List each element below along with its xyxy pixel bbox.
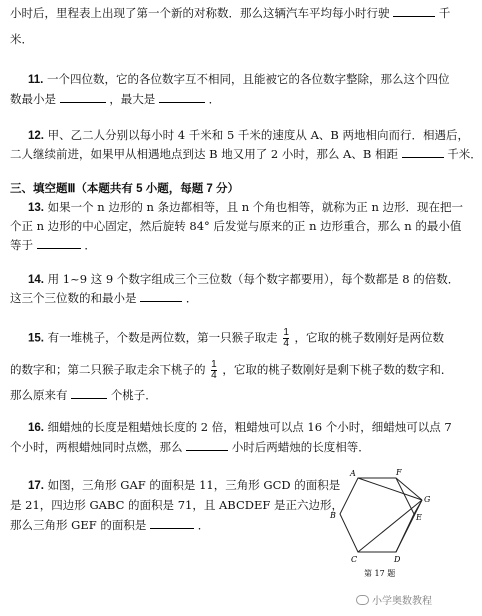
p12-line2: 二人继续前进，如果甲从相遇地点到达 B 地又用了 2 小时，那么 A、B 相距 千米． xyxy=(10,147,482,161)
segment-cg xyxy=(358,500,422,552)
fraction-one-quarter: $\frac{1}{4}$ xyxy=(211,359,217,381)
label-g: G xyxy=(424,495,431,504)
figure-caption: 第 17 题 xyxy=(364,569,396,578)
segment-fg xyxy=(396,478,422,500)
label-f: F xyxy=(396,468,402,477)
answer-blank[interactable] xyxy=(71,388,107,399)
answer-blank-max[interactable] xyxy=(159,92,205,103)
answer-blank[interactable] xyxy=(150,518,194,529)
p12-line1: 12. 甲、乙二人分别以每小时 4 千米和 5 千米的速度从 A、B 两地相向而行．相遇后， xyxy=(28,128,469,142)
answer-blank[interactable] xyxy=(140,291,182,302)
watermark: 小学奥数教程 xyxy=(356,592,432,607)
answer-blank[interactable] xyxy=(402,147,444,158)
p17-line2: 是 21，四边形 GABC 的面积是 71，且 ABCDEF 是正六边形， xyxy=(10,498,344,512)
segment-eg xyxy=(414,500,422,514)
p17-line3: 那么三角形 GEF 的面积是 ． xyxy=(10,518,210,532)
p15-line3: 那么原来有 个桃子． xyxy=(10,388,157,402)
section-title: 三、填空题Ⅲ（本题共有 5 小题，每题 7 分） xyxy=(10,183,239,195)
p10-line2: 米． xyxy=(10,32,33,46)
answer-blank[interactable] xyxy=(393,6,435,17)
label-b: B xyxy=(330,511,336,520)
p13-line1: 13. 如果一个 n 边形的 n 条边都相等，且 n 个角也相等，就称为正 n 边形．现在把一 xyxy=(28,200,464,214)
p16-line2: 个小时，两根蜡烛同时点燃，那么 小时后两蜡烛的长度相等． xyxy=(10,440,370,454)
p14-line2: 这三个三位数的和最小是 ． xyxy=(10,291,198,305)
p15-line2: 的数字和；第二只猴子取走余下桃子的 $\frac{1}{4}$ ，它取的桃子数刚好是剩下桃子数的数字和． xyxy=(10,359,453,381)
p11-line1: 11. 一个四位数，它的各位数字互不相同，且能被它的各位数字整除，那么这个四位 xyxy=(28,72,450,86)
label-c: C xyxy=(351,555,358,564)
fraction-one-quarter: $\frac{1}{4}$ xyxy=(283,327,289,349)
p11-line2: 数最小是 ，最大是 ． xyxy=(10,92,221,106)
segment-ag xyxy=(358,478,422,500)
answer-blank[interactable] xyxy=(186,440,228,451)
p10-line1: 小时后，里程表上出现了第一个新的对称数．那么这辆汽车平均每小时行驶 千 xyxy=(10,6,451,20)
chat-bubble-icon xyxy=(356,595,369,605)
label-a: A xyxy=(350,469,356,478)
p13-line3: 等于 ． xyxy=(10,238,96,252)
p14-line1: 14. 用 1~9 这 9 个数字组成三个三位数（每个数字都要用），每个数都是 8 的倍数． xyxy=(28,272,460,286)
label-e: E xyxy=(416,513,422,522)
p16-line1: 16. 细蜡烛的长度是粗蜡烛长度的 2 倍，粗蜡烛可以点 16 个小时，细蜡烛可以点 7 xyxy=(28,420,452,434)
p15-line1: 15. 有一堆桃子，个数是两位数，第一只猴子取走 $\frac{1}{4}$ ，它取的桃子数刚好是两位数 xyxy=(28,327,445,349)
answer-blank[interactable] xyxy=(37,238,81,249)
p17-line1: 17. 如图，三角形 GAF 的面积是 11，三角形 GCD 的面积是 xyxy=(28,478,341,492)
label-d: D xyxy=(394,555,401,564)
hexagon-figure xyxy=(320,466,445,584)
p13-line2: 个正 n 边形的中心固定，然后旋转 84° 后发觉与原来的正 n 边形重合，那么 n 的最小值 xyxy=(10,219,462,233)
answer-blank-min[interactable] xyxy=(60,92,106,103)
